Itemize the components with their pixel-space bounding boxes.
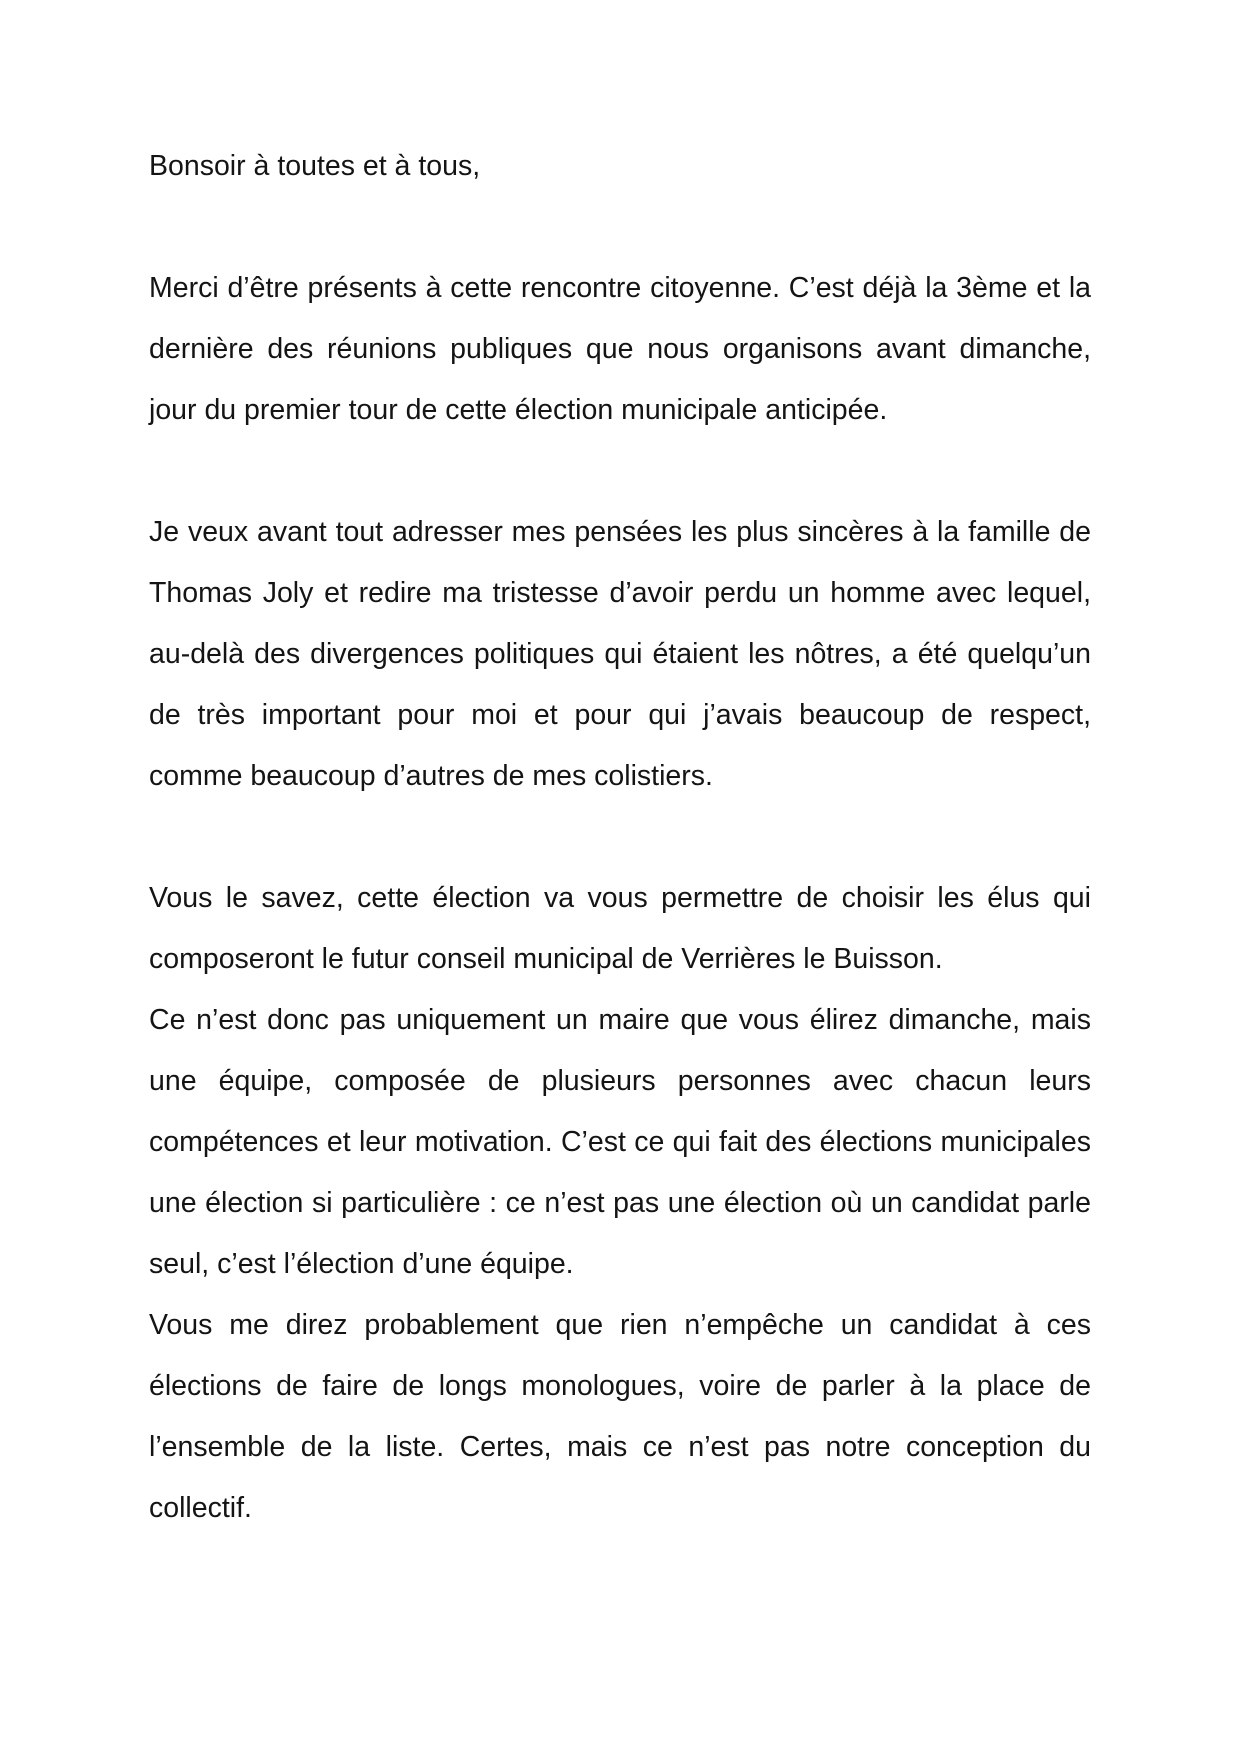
greeting: Bonsoir à toutes et à tous,: [149, 150, 481, 182]
paragraph-intro: Merci d’être présents à cette rencontre citoyenne. C’est déjà la 3ème et la dernière des réunions publiques que nous organisons avant dimanche, jour du premier tour de cette élection municipale anticipée.: [149, 272, 1091, 426]
paragraph-election: Vous le savez, cette élection va vous permettre de choisir les élus qui composeront le futur conseil municipal de Verrières le Buisson.: [149, 882, 1091, 975]
paragraph-gap: [149, 807, 1091, 868]
paragraph-gap: [149, 197, 1091, 258]
paragraph-team: Ce n’est donc pas uniquement un maire que vous élirez dimanche, mais une équipe, composée de plusieurs personnes avec chacun leurs compétences et leur motivation. C’est ce qui fait des élections municipales une élection si particulière : ce n’est pas une élection où un candidat parle seul, c’est l’élection d’une équipe.: [149, 1004, 1091, 1280]
paragraph-gap: [149, 441, 1091, 502]
document-body: [149, 136, 1091, 1539]
paragraph-collective: Vous me direz probablement que rien n’empêche un candidat à ces élections de faire de longs monologues, voire de parler à la place de l’ensemble de la liste. Certes, mais ce n’est pas notre conception du collectif.: [149, 1309, 1091, 1524]
paragraph-tribute: Je veux avant tout adresser mes pensées les plus sincères à la famille de Thomas Joly et redire ma tristesse d’avoir perdu un homme avec lequel, au-delà des divergences politiques qui étaient les nôtres, a été quelqu’un de très important pour moi et pour qui j’avais beaucoup de respect, comme beaucoup d’autres de mes colistiers.: [149, 516, 1091, 792]
